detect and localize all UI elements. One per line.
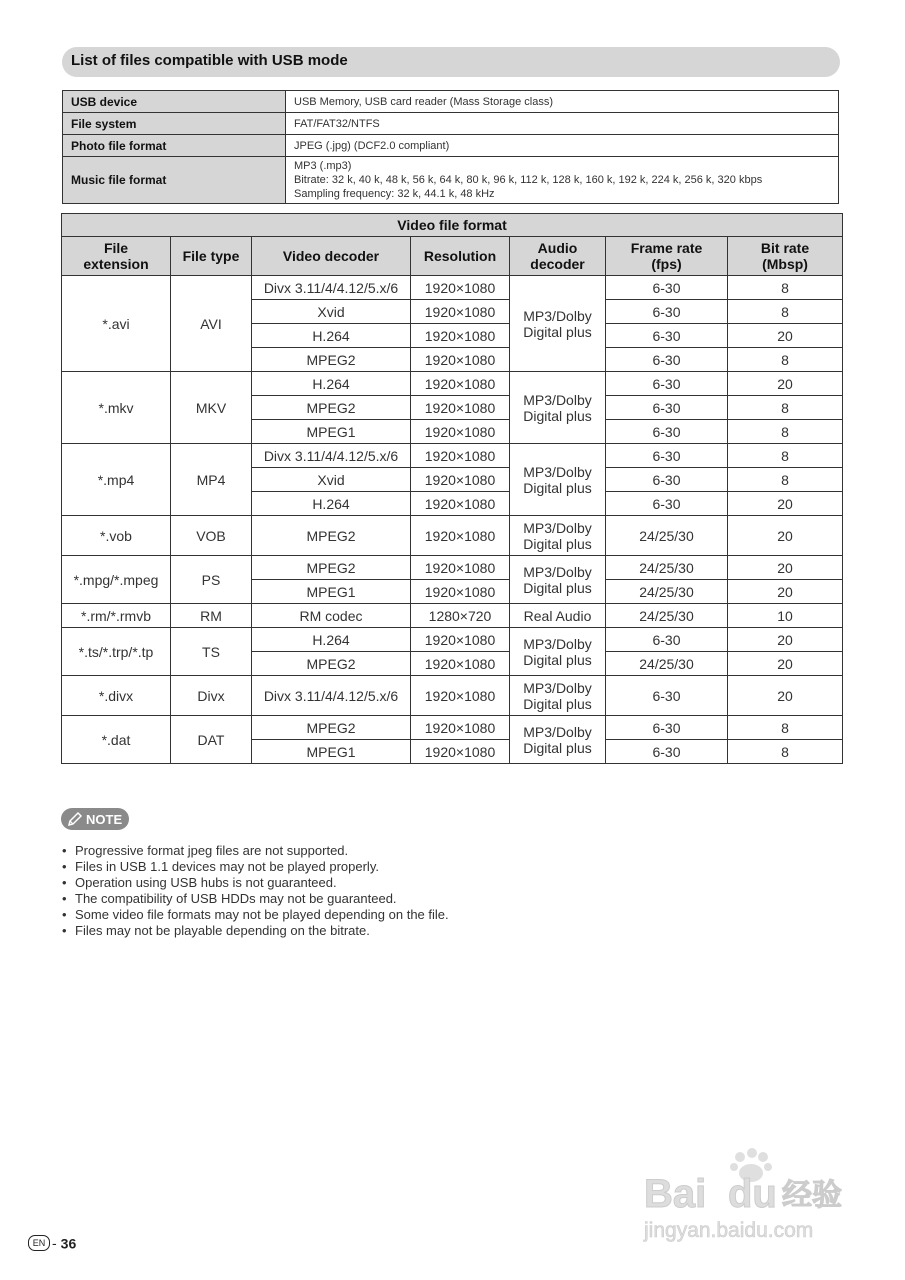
- video-decoder-cell: H.264: [252, 324, 411, 348]
- table-row: [62, 444, 843, 468]
- info-value: [286, 91, 839, 113]
- video-decoder-cell: MPEG1: [252, 740, 411, 764]
- video-decoder-cell: H.264: [252, 492, 411, 516]
- audio-decoder-text: MP3/Dolby: [523, 519, 592, 536]
- frame-rate-cell: 6-30: [606, 420, 728, 444]
- frame-rate-cell: 6-30: [606, 492, 728, 516]
- table-row: [62, 628, 843, 652]
- bit-rate-cell: 20: [728, 628, 843, 652]
- audio-decoder-text: MP3/Dolby: [523, 307, 592, 324]
- note-item: • Progressive format jpeg files are not supported.: [75, 843, 449, 859]
- note-section: [61, 808, 449, 939]
- info-value-line: FAT/FAT32/NTFS: [294, 117, 380, 130]
- note-badge: [61, 808, 129, 830]
- bit-rate-cell: 20: [728, 372, 843, 396]
- audio-decoder-text: Digital plus: [523, 407, 592, 424]
- bit-rate-cell: 20: [728, 652, 843, 676]
- table-row: [62, 604, 843, 628]
- column-header: [606, 237, 728, 276]
- info-key: File system: [63, 113, 286, 135]
- resolution-cell: 1920×1080: [411, 556, 510, 580]
- file-type-cell: VOB: [171, 516, 252, 556]
- table-row: [62, 276, 843, 300]
- audio-decoder-cell: [510, 604, 606, 628]
- frame-rate-cell: 24/25/30: [606, 604, 728, 628]
- info-row: [63, 135, 839, 157]
- audio-decoder-text: Digital plus: [523, 323, 592, 340]
- bit-rate-cell: 8: [728, 740, 843, 764]
- column-header: [171, 237, 252, 276]
- info-value-line: Sampling frequency: 32 k, 44.1 k, 48 kHz: [294, 188, 495, 200]
- column-header: [252, 237, 411, 276]
- video-decoder-cell: MPEG2: [252, 652, 411, 676]
- resolution-cell: 1920×1080: [411, 716, 510, 740]
- column-header-text: (fps): [651, 256, 682, 272]
- audio-decoder-text: Digital plus: [523, 479, 592, 496]
- video-decoder-cell: Divx 3.11/4/4.12/5.x/6: [252, 676, 411, 716]
- bit-rate-cell: 8: [728, 300, 843, 324]
- language-badge: EN: [28, 1235, 50, 1251]
- table-row: [62, 516, 843, 556]
- audio-decoder-cell: [510, 276, 606, 372]
- frame-rate-cell: 6-30: [606, 740, 728, 764]
- resolution-cell: 1920×1080: [411, 628, 510, 652]
- resolution-cell: 1920×1080: [411, 348, 510, 372]
- resolution-cell: 1920×1080: [411, 652, 510, 676]
- file-extension-cell: *.dat: [62, 716, 171, 764]
- bit-rate-cell: 8: [728, 396, 843, 420]
- audio-decoder-text: MP3/Dolby: [523, 723, 592, 740]
- audio-decoder-text: MP3/Dolby: [523, 635, 592, 652]
- info-value: [286, 135, 839, 157]
- audio-decoder-text: Digital plus: [523, 579, 592, 596]
- pencil-icon: [67, 811, 83, 827]
- frame-rate-cell: 6-30: [606, 324, 728, 348]
- file-extension-cell: *.divx: [62, 676, 171, 716]
- info-value: [286, 157, 839, 204]
- frame-rate-cell: 6-30: [606, 716, 728, 740]
- audio-decoder-cell: [510, 556, 606, 604]
- file-type-cell: Divx: [171, 676, 252, 716]
- bit-rate-cell: 20: [728, 556, 843, 580]
- video-decoder-cell: Divx 3.11/4/4.12/5.x/6: [252, 444, 411, 468]
- file-type-cell: MP4: [171, 444, 252, 516]
- column-header: [728, 237, 843, 276]
- bit-rate-cell: 8: [728, 420, 843, 444]
- frame-rate-cell: 6-30: [606, 396, 728, 420]
- frame-rate-cell: 6-30: [606, 276, 728, 300]
- column-header-text: decoder: [530, 256, 585, 272]
- info-value-line: MP3 (.mp3): [294, 160, 352, 172]
- video-decoder-cell: Xvid: [252, 300, 411, 324]
- audio-decoder-text: Digital plus: [523, 651, 592, 668]
- footer-separator: -: [52, 1235, 57, 1252]
- frame-rate-cell: 6-30: [606, 676, 728, 716]
- audio-decoder-text: MP3/Dolby: [523, 563, 592, 580]
- file-type-cell: TS: [171, 628, 252, 676]
- video-decoder-cell: MPEG2: [252, 396, 411, 420]
- info-key: USB device: [63, 91, 286, 113]
- file-extension-cell: *.rm/*.rmvb: [62, 604, 171, 628]
- video-decoder-cell: RM codec: [252, 604, 411, 628]
- page-footer: [28, 1234, 76, 1251]
- info-row: [63, 157, 839, 204]
- audio-decoder-text: MP3/Dolby: [523, 679, 592, 696]
- audio-decoder-text: Digital plus: [523, 739, 592, 756]
- note-item: • The compatibility of USB HDDs may not be guaranteed.: [75, 891, 449, 907]
- note-item: • Files may not be playable depending on the bitrate.: [75, 923, 449, 939]
- resolution-cell: 1920×1080: [411, 324, 510, 348]
- column-header-text: File type: [182, 248, 240, 264]
- resolution-cell: 1280×720: [411, 604, 510, 628]
- frame-rate-cell: 24/25/30: [606, 556, 728, 580]
- frame-rate-cell: 6-30: [606, 468, 728, 492]
- bit-rate-cell: 20: [728, 324, 843, 348]
- info-row: [63, 113, 839, 135]
- video-format-table: [61, 213, 843, 764]
- audio-decoder-cell: [510, 516, 606, 556]
- svg-text:jingyan.baidu.com: jingyan.baidu.com: [644, 1219, 814, 1242]
- note-item: • Some video file formats may not be played depending on the file.: [75, 907, 449, 923]
- table-row: [62, 556, 843, 580]
- resolution-cell: 1920×1080: [411, 516, 510, 556]
- file-extension-cell: *.vob: [62, 516, 171, 556]
- column-header-text: Bit rate: [760, 240, 810, 256]
- resolution-cell: 1920×1080: [411, 396, 510, 420]
- info-value-line: USB Memory, USB card reader (Mass Storage class): [294, 95, 553, 108]
- resolution-cell: 1920×1080: [411, 420, 510, 444]
- note-label: NOTE: [86, 812, 123, 827]
- file-type-cell: AVI: [171, 276, 252, 372]
- file-extension-cell: *.mkv: [62, 372, 171, 444]
- audio-decoder-cell: [510, 444, 606, 516]
- file-type-cell: MKV: [171, 372, 252, 444]
- file-extension-cell: *.avi: [62, 276, 171, 372]
- resolution-cell: 1920×1080: [411, 372, 510, 396]
- audio-decoder-cell: [510, 676, 606, 716]
- bit-rate-cell: 8: [728, 716, 843, 740]
- bit-rate-cell: 20: [728, 492, 843, 516]
- resolution-cell: 1920×1080: [411, 468, 510, 492]
- bit-rate-cell: 20: [728, 516, 843, 556]
- column-header-text: Frame rate: [630, 240, 703, 256]
- table-row: [62, 372, 843, 396]
- file-extension-cell: *.mpg/*.mpeg: [62, 556, 171, 604]
- note-list: [61, 843, 449, 939]
- video-decoder-cell: Xvid: [252, 468, 411, 492]
- column-header-text: Audio: [537, 240, 578, 256]
- video-decoder-cell: MPEG2: [252, 556, 411, 580]
- svg-text:经验: 经验: [782, 1178, 842, 1213]
- note-item: • Files in USB 1.1 devices may not be played properly.: [75, 859, 449, 875]
- file-type-cell: PS: [171, 556, 252, 604]
- info-value: [286, 113, 839, 135]
- column-header-text: extension: [83, 256, 149, 272]
- video-decoder-cell: H.264: [252, 372, 411, 396]
- bit-rate-cell: 8: [728, 468, 843, 492]
- resolution-cell: 1920×1080: [411, 676, 510, 716]
- resolution-cell: 1920×1080: [411, 580, 510, 604]
- column-header-text: Video decoder: [282, 248, 380, 264]
- frame-rate-cell: 24/25/30: [606, 580, 728, 604]
- page-number: 36: [60, 1235, 77, 1252]
- note-item: • Operation using USB hubs is not guaranteed.: [75, 875, 449, 891]
- column-header: [62, 237, 171, 276]
- audio-decoder-cell: [510, 716, 606, 764]
- audio-decoder-text: MP3/Dolby: [523, 463, 592, 480]
- table-row: [62, 676, 843, 716]
- table-row: [62, 716, 843, 740]
- video-decoder-cell: MPEG2: [252, 716, 411, 740]
- frame-rate-cell: 6-30: [606, 372, 728, 396]
- frame-rate-cell: 6-30: [606, 348, 728, 372]
- column-header: [510, 237, 606, 276]
- info-value-line: JPEG (.jpg) (DCF2.0 compliant): [294, 139, 450, 152]
- bit-rate-cell: 8: [728, 444, 843, 468]
- bit-rate-cell: 8: [728, 276, 843, 300]
- frame-rate-cell: 6-30: [606, 444, 728, 468]
- audio-decoder-text: Digital plus: [523, 535, 592, 552]
- svg-text:Bai: Bai: [644, 1172, 707, 1216]
- video-decoder-cell: MPEG1: [252, 420, 411, 444]
- file-type-cell: RM: [171, 604, 252, 628]
- file-type-cell: DAT: [171, 716, 252, 764]
- info-key: Photo file format: [63, 135, 286, 157]
- usb-info-table: [62, 90, 839, 204]
- baidu-watermark-logo: [642, 1145, 852, 1245]
- file-extension-cell: *.mp4: [62, 444, 171, 516]
- resolution-cell: 1920×1080: [411, 740, 510, 764]
- video-decoder-cell: MPEG1: [252, 580, 411, 604]
- column-header: [411, 237, 510, 276]
- resolution-cell: 1920×1080: [411, 276, 510, 300]
- column-header-text: File: [103, 240, 129, 256]
- info-value-line: Bitrate: 32 k, 40 k, 48 k, 56 k, 64 k, 80 k, 96 k, 112 k, 128 k, 160 k, 192 k, 224 k, 256 k, 320 kbps: [294, 174, 763, 186]
- video-decoder-cell: MPEG2: [252, 348, 411, 372]
- file-extension-cell: *.ts/*.trp/*.tp: [62, 628, 171, 676]
- audio-decoder-cell: [510, 628, 606, 676]
- bit-rate-cell: 8: [728, 348, 843, 372]
- svg-text:du: du: [728, 1172, 777, 1216]
- info-key: Music file format: [63, 157, 286, 204]
- frame-rate-cell: 6-30: [606, 628, 728, 652]
- resolution-cell: 1920×1080: [411, 300, 510, 324]
- section-heading-text: List of files compatible with USB mode: [71, 52, 348, 69]
- column-header-text: (Mbsp): [762, 256, 808, 272]
- resolution-cell: 1920×1080: [411, 492, 510, 516]
- audio-decoder-text: Digital plus: [523, 695, 592, 712]
- frame-rate-cell: 24/25/30: [606, 516, 728, 556]
- column-header-text: Resolution: [423, 248, 497, 264]
- info-row: [63, 91, 839, 113]
- audio-decoder-text: Real Audio: [523, 607, 592, 624]
- frame-rate-cell: 24/25/30: [606, 652, 728, 676]
- frame-rate-cell: 6-30: [606, 300, 728, 324]
- video-decoder-cell: MPEG2: [252, 516, 411, 556]
- audio-decoder-text: MP3/Dolby: [523, 391, 592, 408]
- video-decoder-cell: Divx 3.11/4/4.12/5.x/6: [252, 276, 411, 300]
- bit-rate-cell: 20: [728, 676, 843, 716]
- video-table-caption: Video file format: [62, 214, 843, 237]
- video-decoder-cell: H.264: [252, 628, 411, 652]
- audio-decoder-cell: [510, 372, 606, 444]
- resolution-cell: 1920×1080: [411, 444, 510, 468]
- section-heading: [62, 47, 840, 77]
- bit-rate-cell: 10: [728, 604, 843, 628]
- bit-rate-cell: 20: [728, 580, 843, 604]
